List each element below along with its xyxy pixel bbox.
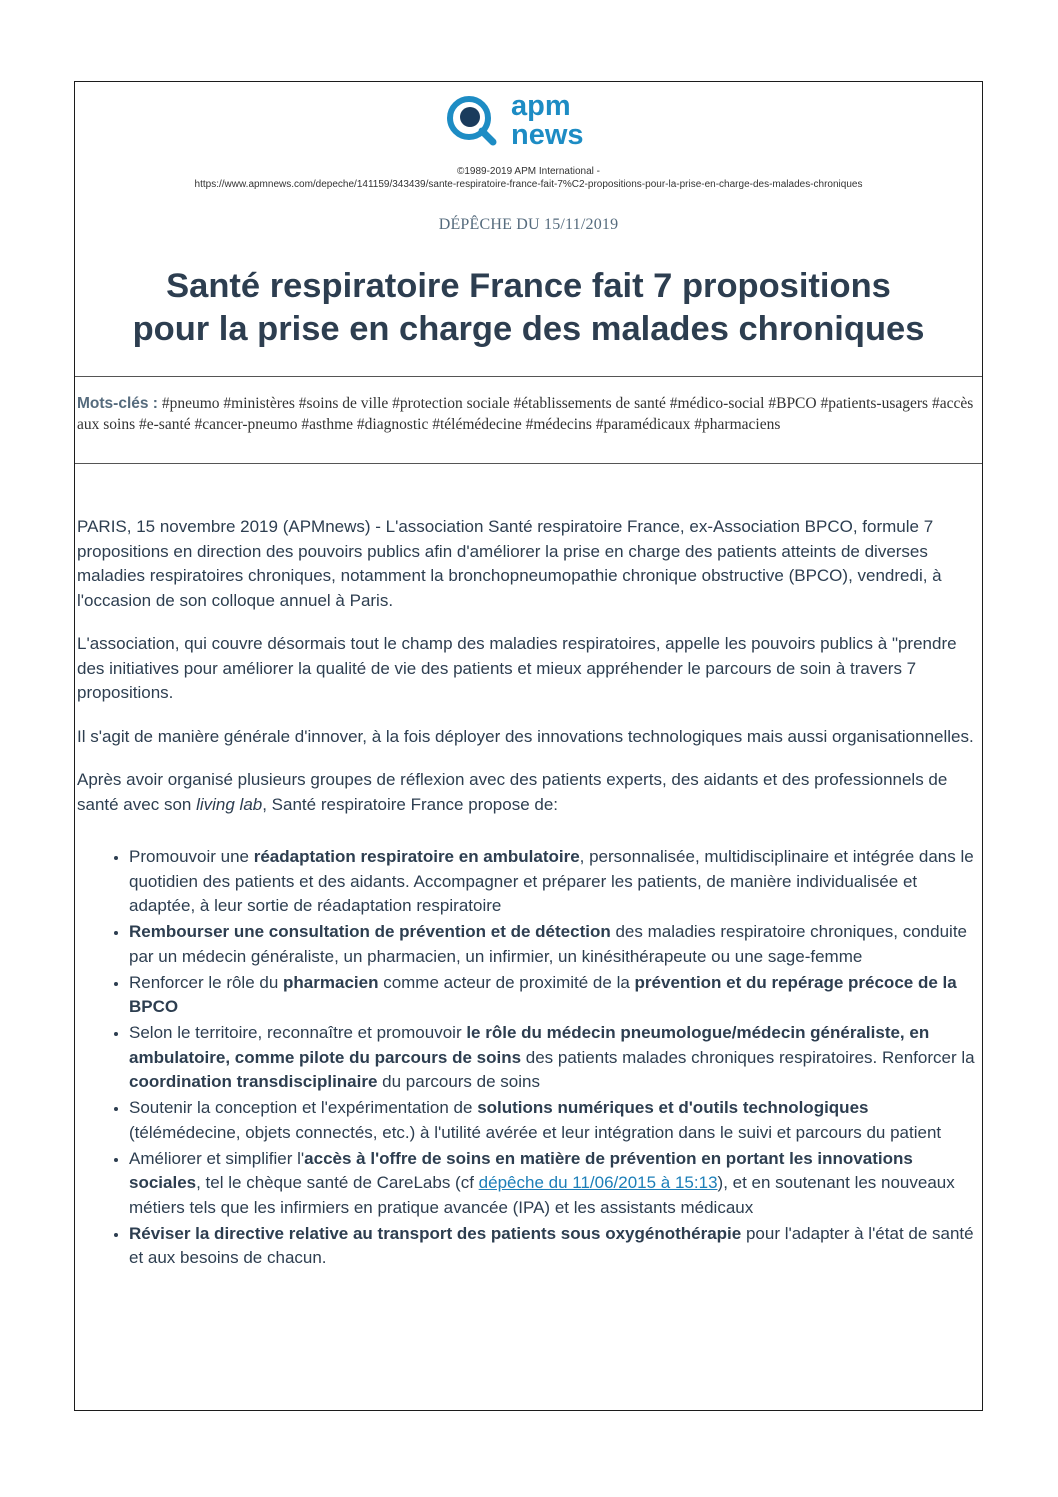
copyright-line: ©1989-2019 APM International - <box>456 166 600 177</box>
keywords-list: #pneumo #ministères #soins de ville #protection sociale #établissements de santé #médico-social #BPCO #patients-usagers #accès aux soins #e-santé #cancer-pneumo #asthme #diagnostic #télémédecine #médecins #paramédicaux #pharmaciens <box>77 395 974 433</box>
proposition-2: • Rembourser une consultation de prévention et de détection des maladies respiratoire chroniques, conduite par un médecin généraliste, un pharmacien, un infirmier, un kinésithérapeute ou une sage-femme <box>129 920 983 969</box>
logo-word-news: news <box>511 119 584 148</box>
proposition-3: • Renforcer le rôle du pharmacien comme acteur de proximité de la prévention et du repérage précoce de la BPCO <box>129 971 983 1020</box>
paragraph-2: L'association, qui couvre désormais tout le champ des maladies respiratoires, appelle les pouvoirs publics à "prendre des initiatives pour améliorer la qualité de vie des patients et mieux appréhender le parcours de soin à travers 7 propositions. <box>77 634 957 702</box>
proposition-1: • Promouvoir une réadaptation respiratoire en ambulatoire, personnalisée, multidisciplinaire et intégrée dans le quotidien des patients et des aidants. Accompagner et préparer les patients, de manière individualisée et adaptée, à leur sortie de réadaptation respiratoire <box>129 845 983 919</box>
proposition-6: • Améliorer et simplifier l'accès à l'offre de soins en matière de prévention en portant les innovations sociales, tel le chèque santé de CareLabs (cf dépêche du 11/06/2015 à 15:13), et en soutenant les nouveaux métiers tels que les infirmiers en pratique avancée (IPA) et les assistants médicaux <box>129 1147 983 1221</box>
logo-word-apm: apm <box>511 90 571 122</box>
title-line-1: Santé respiratoire France fait 7 propositions <box>166 267 891 305</box>
depeche-link[interactable]: dépêche du 11/06/2015 à 15:13 <box>478 1173 718 1192</box>
copyright-notice <box>75 165 982 191</box>
proposition-5: • Soutenir la conception et l'expérimentation de solutions numériques et d'outils technologiques (télémédecine, objets connectés, etc.) à l'utilité avérée et leur intégration dans le suivi et parcours du patient <box>129 1096 983 1145</box>
paragraph-3: Il s'agit de manière générale d'innover, à la fois déployer des innovations technologiques mais aussi organisationnelles. <box>77 726 974 746</box>
proposition-7: • Réviser la directive relative au transport des patients sous oxygénothérapie pour l'adapter à l'état de santé et aux besoins de chacun. <box>129 1222 983 1271</box>
propositions-list <box>77 845 983 1271</box>
paragraph-lead: PARIS, 15 novembre 2019 (APMnews) - L'association Santé respiratoire France, ex-Association BPCO, formule 7 propositions en direction des pouvoirs publics afin d'améliorer la prise en charge des patients atteints de diverses maladies respiratoires chroniques, notamment la bronchopneumopathie chronique obstructive (BPCO), vendredi, à l'occasion de son colloque annuel à Paris. <box>77 517 942 610</box>
living-lab-term: living lab <box>196 794 263 814</box>
divider-top <box>75 376 982 377</box>
document-frame <box>74 81 983 1411</box>
keywords-block <box>77 393 977 435</box>
depeche-date: DÉPÊCHE DU 15/11/2019 <box>438 216 619 233</box>
paragraph-4: Après avoir organisé plusieurs groupes de réflexion avec des patients experts, des aidants et des professionnels de santé avec son living lab, Santé respiratoire France propose de: <box>77 770 948 814</box>
title-line-2: pour la prise en charge des malades chroniques <box>132 310 925 348</box>
article-title <box>75 265 982 351</box>
divider-bottom <box>75 463 982 464</box>
apm-news-logo <box>441 88 611 148</box>
proposition-4: • Selon le territoire, reconnaître et promouvoir le rôle du médecin pneumologue/médecin généraliste, en ambulatoire, comme pilote du parcours de soins des patients malades chroniques respiratoires. Renforcer la coordination transdisciplinaire du parcours de soins <box>129 1021 983 1095</box>
source-url: https://www.apmnews.com/depeche/141159/343439/sante-respiratoire-france-fait-7%C2-propositions-pour-la-prise-en-charge-des-malades-chroniques <box>194 179 863 190</box>
article-body <box>77 515 983 1272</box>
search-magnifier-icon <box>450 99 493 142</box>
keywords-label: Mots-clés : <box>77 395 158 412</box>
